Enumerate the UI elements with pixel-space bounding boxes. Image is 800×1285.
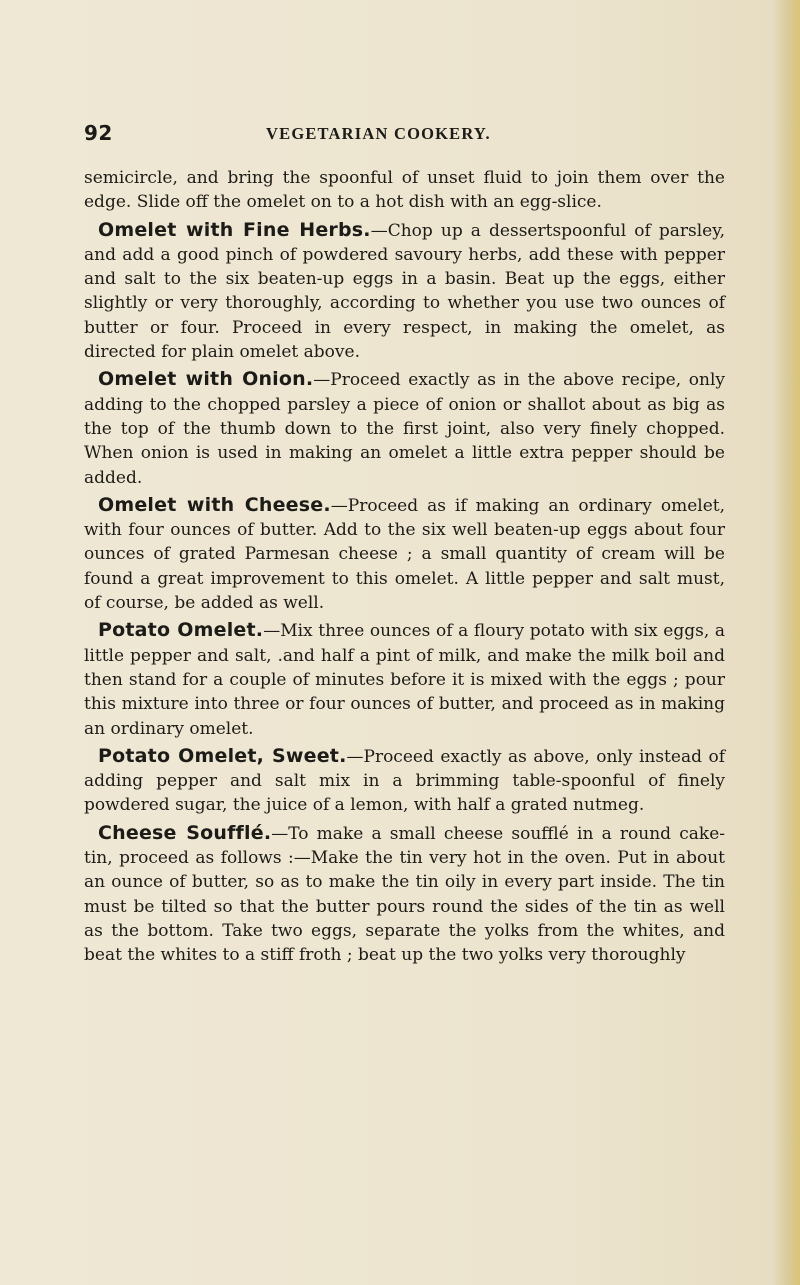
recipe-heading: Cheese Soufflé. [98, 821, 272, 844]
page-header [84, 121, 724, 147]
page-number: 92 [84, 121, 113, 145]
recipe-potato-omelet-sweet [84, 744, 725, 818]
recipe-omelet-fine-herbs [84, 218, 725, 365]
recipe-heading: Omelet with Fine Herbs. [98, 218, 371, 241]
paragraph-body: semicircle, and bring the spoonful of unset fluid to join them over the edge. Slide off the omelet on to a hot dish with an egg-slice. [84, 168, 725, 213]
recipe-body: —To make a small cheese soufflé in a round cake-tin, proceed as follows :—Make the tin very hot in the oven. Put in about an ounce of butter, so as to make the tin oily in every part inside. The tin must be tilted so that the butter pours round the sides of the tin as well as the bottom. Take two eggs, separate the yolks from the whites, and beat the whites to a stiff froth ; beat up the two yolks very thoroughly [84, 823, 726, 966]
recipe-omelet-onion [84, 367, 725, 489]
page-edge-shading [772, 0, 800, 1285]
recipe-body: —Proceed exactly as in the above recipe, only adding to the chopped parsley a piece of onion or shallot about as big as the top of the thumb down to the first joint, also very finely chopped. When onion is used in making an omelet a little extra pepper should be added. [84, 370, 726, 488]
recipe-cheese-souffle [84, 821, 725, 968]
recipe-body: —Chop up a dessertspoonful of parsley, and add a good pinch of powdered savoury herbs, add these with pepper and salt to the six beaten-up eggs in a basin. Beat up the eggs, either slightly or very thoroughly, according to whether you use two ounces of butter or four. Proceed in every respect, in making the omelet, as directed for plain omelet above. [84, 220, 725, 363]
recipe-body: —Proceed as if making an ordinary omelet, with four ounces of butter. Add to the six well beaten-up eggs about four ounces of grated Parmesan cheese ; a small quantity of cream will be found a great improvement to this omelet. A little pepper and salt must, of course, be added as well. [84, 495, 726, 614]
continuation-paragraph [84, 166, 725, 215]
recipe-potato-omelet [84, 618, 725, 740]
running-head: VEGETARIAN COOKERY. [266, 124, 491, 143]
recipe-body: —Mix three ounces of a floury potato with six eggs, a little pepper and salt, .and half a pint of milk, and make the milk boil and then stand for a couple of minutes before it is mixed with the eggs ; pour this mixture into three or four ounces of butter, and proceed as in making an ordinary omelet. [84, 621, 726, 739]
recipe-heading: Omelet with Onion. [98, 368, 314, 391]
recipe-omelet-cheese [84, 493, 725, 615]
page-text [84, 166, 725, 968]
recipe-body: —Proceed exactly as above, only instead of adding pepper and salt mix in a brimming table-spoonful of finely powdered sugar, the juice of a lemon, with half a grated nutmeg. [84, 746, 725, 816]
recipe-heading: Omelet with Cheese. [98, 493, 331, 516]
recipe-heading: Potato Omelet, Sweet. [98, 744, 347, 767]
recipe-heading: Potato Omelet. [98, 619, 264, 642]
